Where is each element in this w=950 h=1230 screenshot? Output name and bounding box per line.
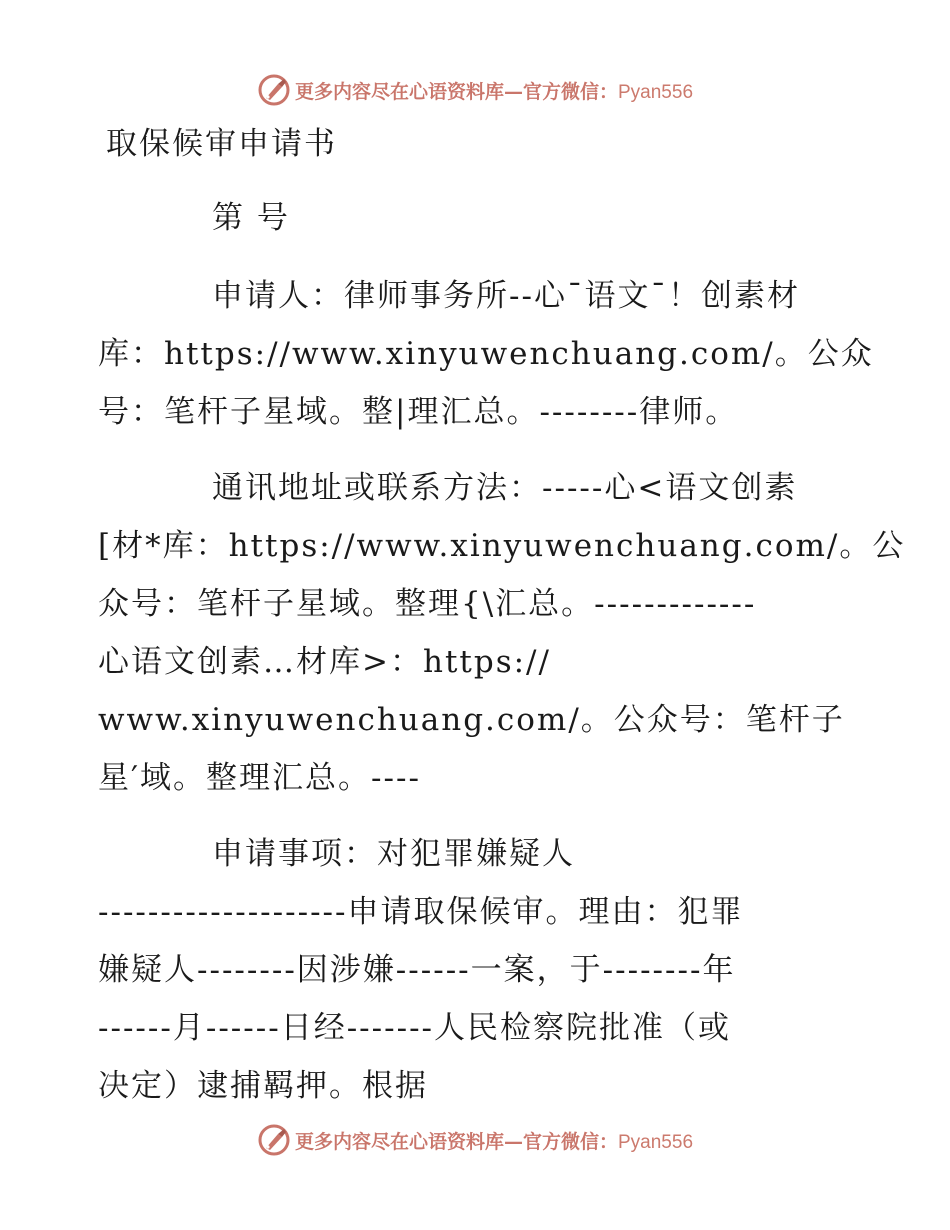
pen-nib-logo-icon bbox=[257, 1123, 291, 1157]
address-line-2: [材*库：https://www.xinyuwenchuang.com/。公 bbox=[98, 528, 906, 564]
address-line-6: 星′域。整理汇总。---- bbox=[98, 760, 421, 796]
wechat-id: Pyan556 bbox=[618, 1131, 694, 1153]
header-banner bbox=[0, 70, 950, 110]
applicant-line-1: 申请人：律师事务所--心¯语文¯！创素材 bbox=[212, 278, 800, 314]
matter-line-2: --------------------申请取保候审。理由：犯罪 bbox=[98, 894, 744, 930]
address-line-1: 通讯地址或联系方法：-----心<语文创素 bbox=[212, 470, 798, 506]
wechat-id: Pyan556 bbox=[618, 81, 694, 103]
address-line-5: www.xinyuwenchuang.com/。公众号：笔杆子 bbox=[98, 702, 845, 738]
address-line-3: 众号：笔杆子星域。整理{\汇总。------------- bbox=[98, 586, 757, 622]
matter-line-1: 申请事项：对犯罪嫌疑人 bbox=[212, 836, 575, 872]
matter-line-4: ------月------日经-------人民检察院批准（或 bbox=[98, 1010, 732, 1046]
pen-nib-logo-icon bbox=[257, 73, 291, 107]
banner-text: 更多内容尽在心语资料库—官方微信：Pyan556 bbox=[294, 80, 694, 103]
matter-line-5: 决定）逮捕羁押。根据 bbox=[98, 1068, 428, 1104]
footer-banner bbox=[0, 1120, 950, 1160]
address-line-4: 心语文创素…材库>：https:// bbox=[98, 644, 551, 680]
document-title: 取保候审申请书 bbox=[106, 126, 337, 162]
banner-text: 更多内容尽在心语资料库—官方微信：Pyan556 bbox=[294, 1130, 694, 1153]
matter-line-3: 嫌疑人--------因涉嫌------一案，于--------年 bbox=[98, 952, 736, 988]
applicant-line-3: 号：笔杆子星域。整|理汇总。--------律师。 bbox=[98, 394, 739, 430]
number-line: 第 号 bbox=[212, 200, 290, 236]
applicant-line-2: 库：https://www.xinyuwenchuang.com/。公众 bbox=[98, 336, 874, 372]
